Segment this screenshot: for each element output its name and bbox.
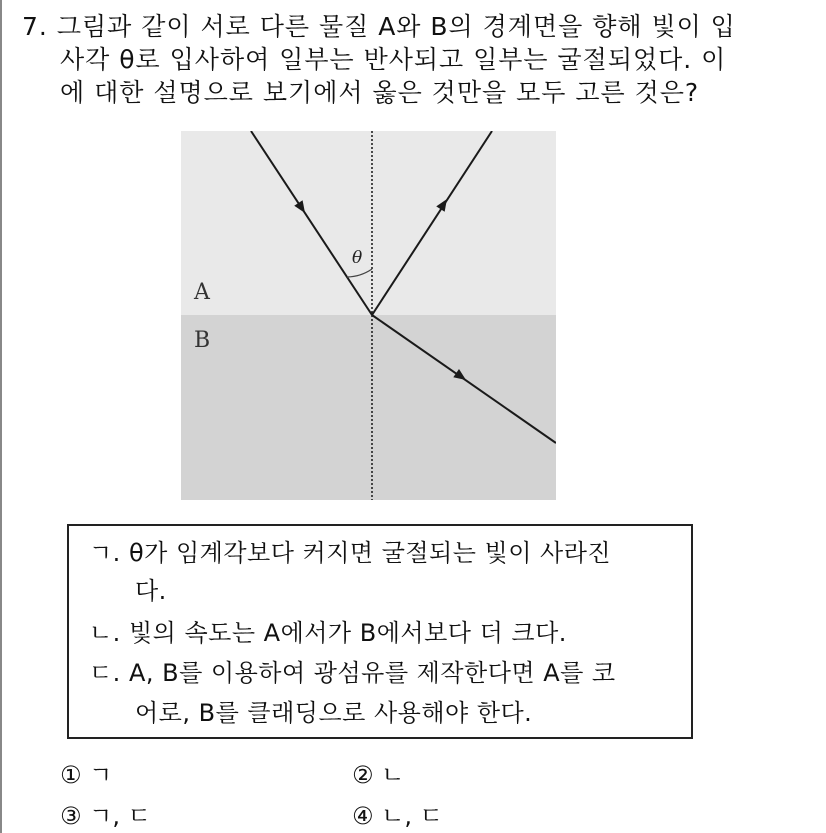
statement-2 [89, 618, 567, 648]
statement-1-continued: 다. [135, 577, 167, 605]
choice-2-text: ㄴ [381, 761, 405, 789]
statement-3-text: A, B를 이용하여 광섬유를 제작한다면 A를 코 [128, 659, 616, 687]
statement-3-continued: 어로, B를 클래딩으로 사용해야 한다. [135, 699, 533, 727]
question-stem [22, 10, 812, 109]
statement-3 [89, 658, 616, 688]
medium-a-label: A [194, 280, 210, 305]
angle-theta-label: θ [352, 248, 363, 268]
question-line-3: 에 대한 설명으로 보기에서 옳은 것만을 모두 고른 것은? [60, 78, 700, 107]
statement-2-label: ㄴ. [89, 619, 121, 647]
medium-b-label: B [194, 328, 211, 353]
choice-4-number: ④ [352, 802, 374, 830]
question-number: 7. [22, 12, 48, 41]
choice-1[interactable] [60, 760, 112, 790]
choice-1-number: ① [60, 761, 82, 789]
choice-4-text: ㄴ, ㄷ [381, 802, 443, 830]
statement-1-text: θ가 임계각보다 커지면 굴절되는 빛이 사라진 [128, 539, 612, 567]
refraction-figure [181, 131, 556, 500]
statement-2-text: 빛의 속도는 A에서가 B에서보다 더 크다. [128, 619, 567, 647]
statement-3-label: ㄷ. [89, 659, 121, 687]
question-line-1 [22, 10, 812, 43]
choice-4[interactable] [352, 801, 443, 831]
choice-2-number: ② [352, 761, 374, 789]
page-left-border [0, 0, 2, 833]
statement-box [67, 524, 693, 739]
question-text-1: 그림과 같이 서로 다른 물질 A와 B의 경계면을 향해 빛이 입 [56, 12, 736, 41]
medium-b-region [181, 315, 556, 500]
statement-1-label: ㄱ. [89, 539, 121, 567]
choice-3[interactable] [60, 801, 151, 831]
medium-a-region [181, 131, 556, 315]
question-line-2: 사각 θ로 입사하여 일부는 반사되고 일부는 굴절되었다. 이 [60, 45, 727, 74]
choice-3-number: ③ [60, 802, 82, 830]
choice-3-text: ㄱ, ㄷ [89, 802, 151, 830]
choice-1-text: ㄱ [89, 761, 113, 789]
choice-2[interactable] [352, 760, 404, 790]
statement-1 [89, 538, 611, 568]
